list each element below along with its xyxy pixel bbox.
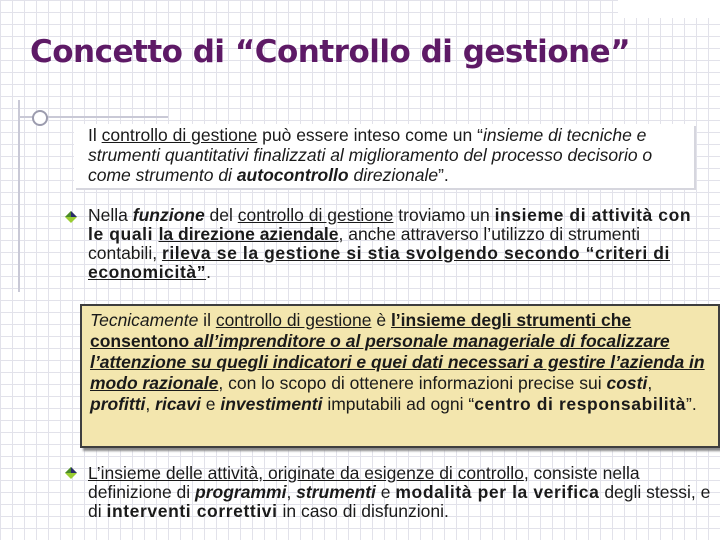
text-run: Nella — [88, 205, 133, 225]
text-run: autocontrollo — [236, 165, 349, 185]
text-run: modalità per la verifica — [395, 482, 600, 502]
diamond-bullet-icon — [64, 210, 78, 224]
text-run: imputabili ad ogni “ — [322, 394, 475, 414]
text-run: Tecnicamente — [90, 310, 199, 330]
text-run: degli stessi, e di — [88, 482, 711, 521]
text-run: controllo di gestione — [215, 310, 372, 330]
text-run: , anche attraverso l’utilizzo di strumenti contabili, — [88, 224, 641, 263]
text-run: programmi — [195, 482, 287, 502]
text-run: , — [647, 373, 653, 393]
function-paragraph — [88, 206, 708, 282]
corner-decoration — [618, 0, 720, 18]
technical-definition-box — [80, 304, 720, 448]
text-run: . — [206, 262, 211, 282]
decorative-vertical-line — [18, 100, 20, 292]
page-title: Concetto di “Controllo di gestione” — [30, 34, 631, 70]
text-run: può essere inteso come un “ — [257, 125, 483, 145]
text-run: e — [375, 482, 396, 502]
activities-paragraph — [88, 464, 720, 521]
text-run: profitti — [90, 394, 146, 414]
text-run: ricavi — [155, 394, 201, 414]
text-run: insieme di attività con le quali — [88, 205, 692, 244]
text-run: Il — [88, 125, 102, 145]
text-run: , consiste nella definizione di — [88, 463, 640, 502]
diamond-bullet-icon — [64, 466, 78, 480]
text-run: ”. — [438, 165, 449, 185]
text-run: , — [286, 482, 297, 502]
text-run: la direzione aziendale — [158, 224, 339, 244]
text-run: controllo di gestione — [237, 205, 394, 225]
text-run: funzione — [132, 205, 205, 225]
text-run: insieme di tecniche e strumenti quantitativi finalizzati al miglioramento del processo decisorio o come strumento di — [88, 125, 653, 185]
text-run: strumenti — [296, 482, 376, 502]
text-run: interventi correttivi — [106, 501, 278, 521]
text-run: , — [145, 394, 156, 414]
text-run: direzionale — [348, 165, 439, 185]
text-run: del — [204, 205, 238, 225]
circle-crosshair-icon — [32, 110, 48, 126]
definition-paragraph — [74, 124, 694, 188]
text-run: in caso di disfunzioni. — [277, 501, 449, 521]
text-run: costi — [606, 373, 648, 393]
text-run: il — [198, 310, 216, 330]
text-run: controllo di gestione — [101, 125, 258, 145]
text-run: troviamo un — [393, 205, 495, 225]
text-run: ”. — [686, 394, 697, 414]
text-run: investimenti — [220, 394, 323, 414]
text-run: all’imprenditore o al personale manageriale di focalizzare l’attenzione su quegli indicatori e quei dati necessari a gestire l’azienda in modo razionale — [90, 331, 705, 393]
text-run: , con lo scopo di ottenere informazioni precise sui — [218, 373, 607, 393]
text-run: rileva se la gestione si stia svolgendo secondo “criteri di economicità” — [88, 243, 670, 282]
text-run: centro di responsabilità — [474, 394, 687, 414]
text-run: L’insieme delle attività, originate da esigenze di controllo — [88, 463, 524, 483]
text-run: l’insieme degli strumenti che consentono — [90, 310, 632, 351]
text-run: è — [371, 310, 391, 330]
text-run: e — [200, 394, 221, 414]
